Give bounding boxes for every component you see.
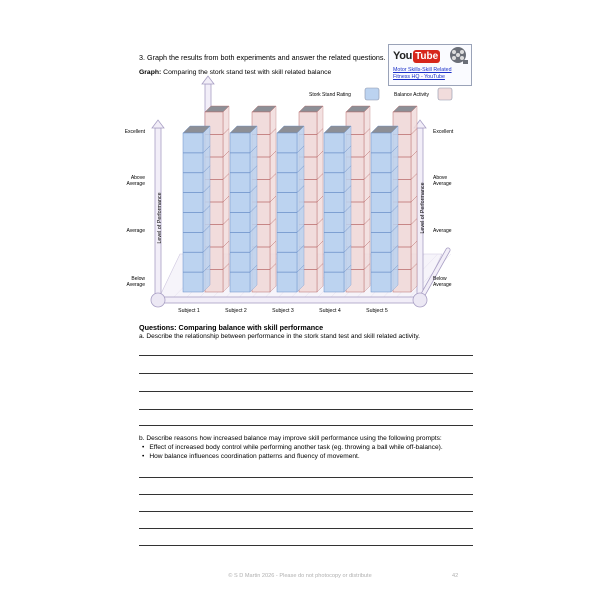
answer-line-a3[interactable] bbox=[139, 391, 473, 392]
bar-stork-stand bbox=[324, 126, 351, 292]
legend-label: Balance Activity bbox=[394, 92, 430, 98]
answer-line-b3[interactable] bbox=[139, 511, 473, 512]
graph-label: Graph: bbox=[139, 69, 162, 76]
graph-title-text: Comparing the stork stand test with skill related balance bbox=[163, 69, 332, 76]
page-number: 42 bbox=[452, 573, 459, 579]
prompt-list bbox=[142, 444, 443, 461]
answer-line-a5[interactable] bbox=[139, 425, 473, 426]
y-tick-label-left: Below bbox=[131, 276, 145, 282]
axis-corner-ball bbox=[413, 293, 427, 307]
legend-swatch bbox=[438, 88, 452, 100]
chart-plot bbox=[125, 76, 454, 314]
x-axis-front bbox=[158, 297, 420, 303]
y-tick-label-right: Average bbox=[433, 282, 452, 288]
back-axis-left-arrowhead bbox=[202, 76, 214, 84]
x-tick-label: Subject 2 bbox=[225, 308, 247, 314]
question-heading: 3. Graph the results from both experiments and answer the related questions. bbox=[139, 53, 386, 62]
y-axis-title-left: Level of Performance bbox=[157, 192, 163, 244]
answer-line-b4[interactable] bbox=[139, 528, 473, 529]
x-tick-label: Subject 3 bbox=[272, 308, 294, 314]
youtube-logo-you: You bbox=[393, 50, 413, 62]
x-tick-label: Subject 1 bbox=[178, 308, 200, 314]
question-a: a. Describe the relationship between performance in the stork stand test and skill related activity. bbox=[139, 333, 420, 340]
answer-line-b1[interactable] bbox=[139, 477, 473, 478]
answer-line-b2[interactable] bbox=[139, 494, 473, 495]
legend-label: Stork Stand Rating bbox=[309, 92, 351, 98]
x-tick-label: Subject 5 bbox=[366, 308, 388, 314]
y-tick-label-right: Above bbox=[433, 175, 448, 181]
y-tick-label-right: Excellent bbox=[433, 129, 454, 135]
bar-stork-stand bbox=[183, 126, 210, 292]
y-tick-label-right: Average bbox=[433, 181, 452, 187]
answer-line-a4[interactable] bbox=[139, 409, 473, 410]
axis-corner-ball bbox=[151, 293, 165, 307]
y-tick-label-right: Below bbox=[433, 276, 447, 282]
prompt-item: • How balance influences coordination patterns and fluency of movement. bbox=[142, 453, 443, 462]
bar-stork-stand bbox=[277, 126, 304, 292]
left-axis-arrowhead bbox=[152, 120, 164, 128]
x-tick-label: Subject 4 bbox=[319, 308, 341, 314]
youtube-logo-tube: Tube bbox=[415, 50, 439, 62]
footer-copyright: © S D Martin 2026 - Please do not photocopy or distribute bbox=[228, 573, 372, 579]
answer-line-a1[interactable] bbox=[139, 355, 473, 356]
y-tick-label-left: Above bbox=[130, 175, 145, 181]
questions-section-title: Questions: Comparing balance with skill performance bbox=[139, 323, 324, 332]
answer-line-b5[interactable] bbox=[139, 545, 473, 546]
y-tick-label-right: Average bbox=[433, 228, 452, 234]
question-b: b. Describe reasons how increased balance may improve skill performance using the following prompts: bbox=[139, 435, 442, 442]
y-tick-label-left: Average bbox=[126, 282, 145, 288]
y-tick-label-left: Excellent bbox=[124, 129, 145, 135]
y-tick-label-left: Average bbox=[126, 228, 145, 234]
youtube-link-line1[interactable]: Motor Skills-Skill Related bbox=[393, 67, 452, 73]
y-tick-label-left: Average bbox=[126, 181, 145, 187]
prompt-item: • Effect of increased body control while performing another task (eg. throwing a ball while off-balance). bbox=[142, 444, 443, 453]
answer-line-a2[interactable] bbox=[139, 373, 473, 374]
youtube-link-line2[interactable]: Fitness HQ - YouTube bbox=[393, 74, 445, 80]
y-axis-title-right: Level of Performance bbox=[420, 182, 426, 234]
bar-stork-stand bbox=[230, 126, 257, 292]
legend-swatch bbox=[365, 88, 379, 100]
bar-stork-stand bbox=[371, 126, 398, 292]
